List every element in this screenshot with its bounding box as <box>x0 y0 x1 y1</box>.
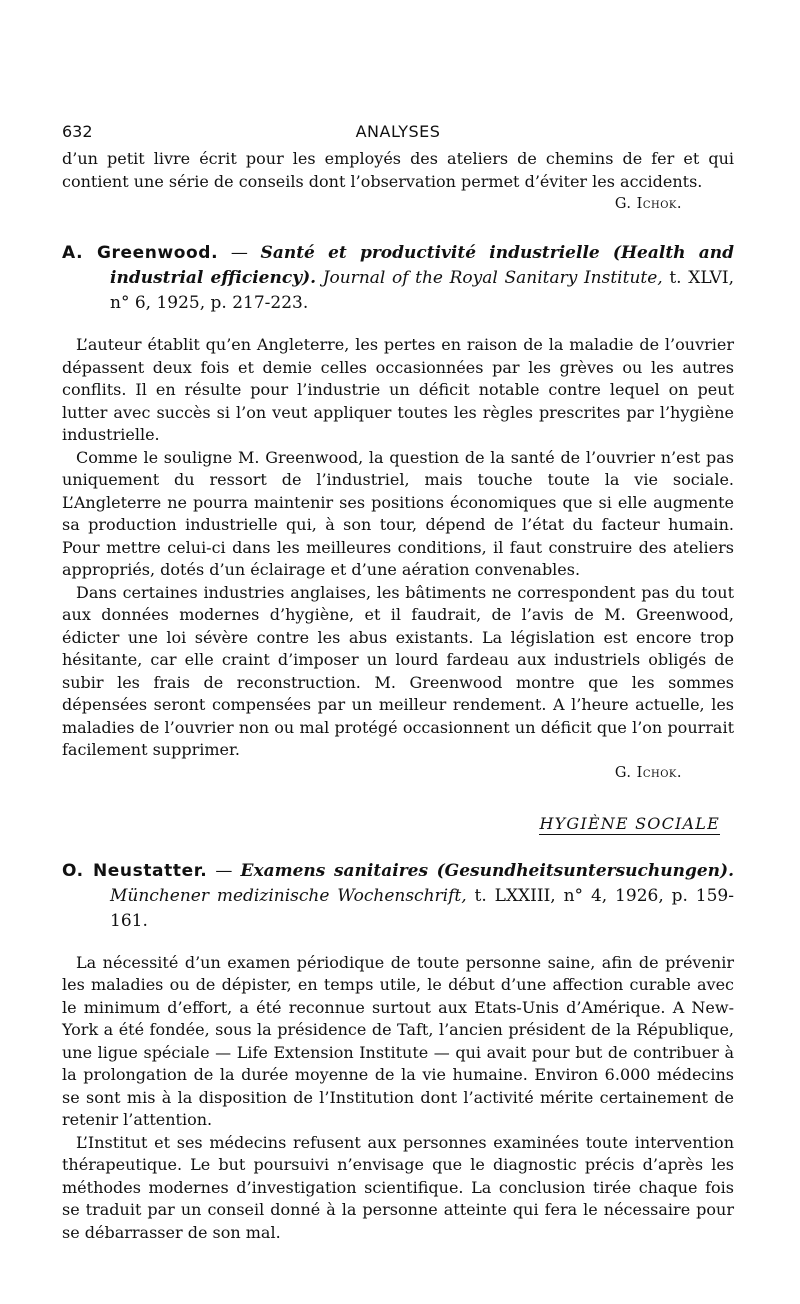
intro-signature: G. Ichok. <box>614 196 682 212</box>
article1-journal: Journal of the Royal Sanitary Institute, <box>322 268 663 288</box>
article1-signature: G. Ichok. <box>614 764 682 781</box>
article1-citation <box>62 241 734 316</box>
article2-paragraph: La nécessité d’un examen périodique de toute personne saine, afin de prévenir les maladies ou de dépister, en temps utile, le début d’une affection curable avec le minimum d’effort, a été reconnue surtout aux Etats-Unis d’Amérique. A New-York a été fondée, sous la présidence de Taft, l’ancien président de la République, une ligue spéciale — Life Extension Institute — qui avait pour but de contribuer à la prolongation de la durée moyenne de la vie humaine. Environ 6.000 médecins se sont mis à la disposition de l’Institution dont l’activité mérite certainement de retenir l’attention. <box>62 952 734 1129</box>
article2-paragraph: L’Institut et ses médecins refusent aux personnes examinées toute intervention thérapeutique. Le but poursuivi n’envisage que le diagnostic précis d’après les méthodes modernes d’investigation scientifique. La conclusion tirée chaque fois se traduit par un conseil donné à la personne atteinte qui fera le nécessaire pour se débarrasser de son mal. <box>62 1132 734 1242</box>
article2-citation <box>62 859 734 934</box>
article2-dash: — <box>207 860 241 881</box>
article1-ref: t. XLVI, n° 6, 1925, p. 217-223. <box>110 268 734 313</box>
article2-author: O. Neustatter. <box>62 860 208 881</box>
article1-title: Santé et productivité industrielle (Health and industrial efficiency). <box>110 243 735 288</box>
article1-author: A. Greenwood. <box>62 243 219 263</box>
article1-paragraph: Dans certaines industries anglaises, les bâtiments ne correspondent pas du tout aux données modernes d’hygiène, et il faudrait, de l’avis de M. Greenwood, édicter une loi sévère contre les abus existants. La législation est encore trop hésitante, car elle craint d’imposer un lourd fardeau aux industriels obligés de subir les frais de reconstruction. M. Greenwood montre que les sommes dépensées seront compensées par un meilleur rendement. A l’heure actuelle, les maladies de l’ouvrier non ou mal protégé occasionnent un déficit que l’on pourrait facilement supprimer. <box>62 582 734 759</box>
article2-journal: Münchener medizinische Wochenschrift, <box>110 885 467 906</box>
page-number: 632 <box>62 122 93 141</box>
page <box>62 118 734 1244</box>
rubric-label: HYGIÈNE SOCIALE <box>539 813 720 833</box>
running-head <box>62 118 734 148</box>
article2-ref: t. LXXIII, n° 4, 1926, p. 159-161. <box>110 885 734 931</box>
article1-dash: — <box>218 243 261 263</box>
article1-paragraph: Comme le souligne M. Greenwood, la question de la santé de l’ouvrier n’est pas uniquement du ressort de l’industriel, mais touche toute la vie sociale. L’Angleterre ne pourra maintenir ses positions économiques que si elle augmente sa production industrielle qui, à son tour, dépend de l’état du facteur humain. Pour mettre celui-ci dans les meilleures conditions, il faut construire des ateliers appropriés, dotés d’un éclairage et d’une aération convenables. <box>62 447 734 579</box>
section-title: ANALYSES <box>355 122 441 141</box>
intro-paragraph: d’un petit livre écrit pour les employés des ateliers de chemins de fer et qui contient une série de conseils dont l’observation permet d’éviter les accidents. <box>62 149 734 191</box>
article2-title: Examens sanitaires (Gesundheitsuntersuchungen). <box>240 860 734 881</box>
rubric-heading <box>62 814 734 833</box>
article1-paragraph: L’auteur établit qu’en Angleterre, les pertes en raison de la maladie de l’ouvrier dépassent deux fois et demie celles occasionnées par les grèves ou les autres conflits. Il en résulte pour l’industrie un déficit notable contre lequel on peut lutter avec succès si l’on veut appliquer toutes les règles prescrites par l’hygiène industrielle. <box>62 335 734 444</box>
